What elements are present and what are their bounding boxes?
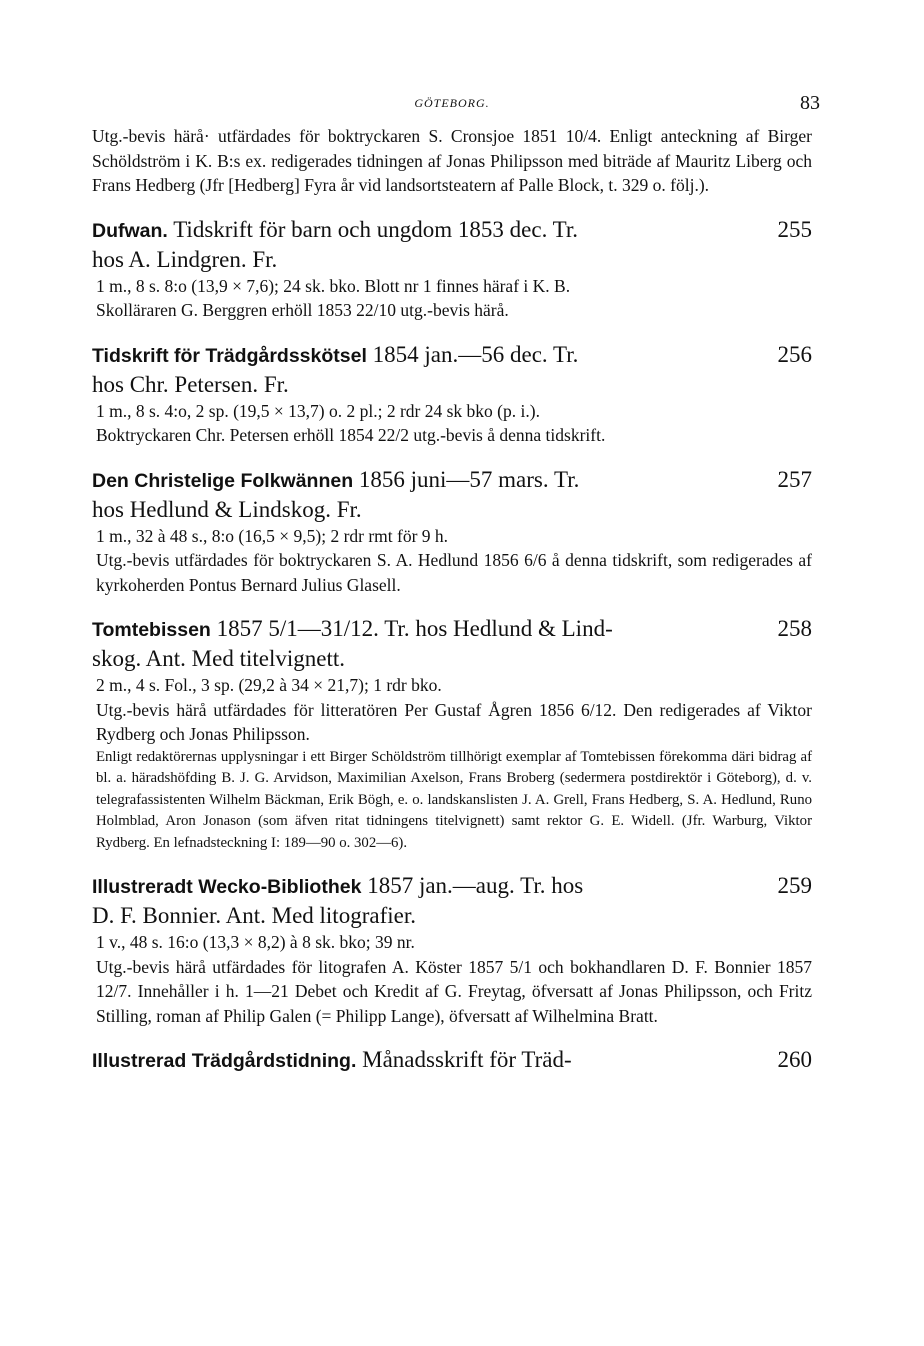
- entry-description: 1 v., 48 s. 16:o (13,3 × 8,2) à 8 sk. bko; 39 nr.: [96, 932, 415, 952]
- entry-title: Den Christelige Folkwännen: [92, 469, 354, 492]
- entry-heading-rest: 1856 juni—57 mars. Tr.: [358, 466, 580, 492]
- entry-heading-rest: 1854 jan.—56 dec. Tr.: [372, 341, 579, 367]
- entry-heading: [92, 1046, 812, 1075]
- entry-heading-continuation: hos A. Lindgren. Fr.: [92, 246, 278, 272]
- page: [92, 92, 820, 1075]
- catalog-entry: [92, 615, 812, 854]
- entry-title: Illustrerad Trädgårdstidning.: [92, 1050, 357, 1072]
- entry-heading-text: [92, 216, 578, 245]
- entry-heading: [92, 341, 812, 370]
- entry-heading-rest: Tidskrift för barn och ungdom 1853 dec. Tr.: [173, 216, 579, 242]
- entry-heading: [92, 466, 812, 495]
- entry-note: Enligt redaktörernas upplysningar i ett Birger Schöldström tillhörigt exemplar af Tomtebissen förekomma däri bidrag af bl. a. häradshöfding B. J. G. Arvidson, Maximilian Axelson, Frans Broberg (sedermera postdirektör i Göteborg), d. v. telegrafassistenten Wilhelm Bäckman, Erik Bögh, e. o. landskanslisten J. A. Grell, Frans Hedberg, S. A. Hedlund, Runo Holmblad, Aron Jonason (som äfven ritat tidningens titelvignett) samt rektor G. E. Widell. (Jfr. Warburg, Viktor Rydberg. En lefnadsteckning I: 189—90 o. 302—6).: [96, 748, 812, 851]
- page-header: [92, 92, 820, 120]
- entry-title: Tomtebissen: [92, 619, 211, 641]
- entry-description: 1 m., 8 s. 4:o, 2 sp. (19,5 × 13,7) o. 2 pl.; 2 rdr 24 sk bko (p. i.).: [96, 400, 540, 421]
- entry-heading: [92, 216, 812, 245]
- entry-description: 1 m., 32 à 48 s., 8:o (16,5 × 9,5); 2 rdr rmt för 9 h.: [96, 525, 449, 546]
- running-title: GÖTEBORG.: [414, 96, 490, 110]
- entry-heading-continuation: skog. Ant. Med titelvignett.: [92, 646, 345, 671]
- entry-title: Tidskrift för Trädgårdsskötsel: [92, 344, 367, 367]
- entry-number: 258: [777, 616, 812, 641]
- entry-number: 255: [777, 216, 812, 242]
- entry-heading-continuation: D. F. Bonnier. Ant. Med litografier.: [92, 903, 416, 928]
- intro-paragraph: Utg.-bevis härå· utfärdades för boktryckaren S. Cronsjoe 1851 10/4. Enligt anteckning af Birger Schöldström i K. B:s ex. redigerades tidningen af Jonas Philipsson med biträde af Mauritz Liberg och Frans Hedberg (Jfr [Hedberg] Fyra år vid landsortsteatern af Palle Block, t. 329 o. följ.).: [92, 126, 812, 195]
- entry-description: 2 m., 4 s. Fol., 3 sp. (29,2 à 34 × 21,7); 1 rdr bko.: [96, 675, 442, 695]
- entry-description: Utg.-bevis härå utfärdades för litteratören Per Gustaf Ågren 1856 6/12. Den redigerades af Viktor Rydberg och Jonas Philipsson.: [96, 699, 812, 744]
- entry-number: 257: [777, 466, 812, 492]
- catalog-entry: [92, 341, 812, 448]
- entry-heading-rest: 1857 5/1—31/12. Tr. hos Hedlund & Lind-: [216, 616, 613, 641]
- entry-heading-continuation: hos Hedlund & Lindskog. Fr.: [92, 496, 362, 522]
- entry-heading-text: [92, 615, 613, 644]
- entry-heading: [92, 615, 812, 644]
- entry-description: Skolläraren G. Berggren erhöll 1853 22/10 utg.-bevis härå.: [96, 300, 509, 320]
- entry-heading-text: [92, 466, 579, 495]
- entry-heading-continuation: hos Chr. Petersen. Fr.: [92, 371, 289, 397]
- entry-heading-text: [92, 872, 583, 901]
- entry-heading-rest: 1857 jan.—aug. Tr. hos: [367, 873, 584, 898]
- entry-description: 1 m., 8 s. 8:o (13,9 × 7,6); 24 sk. bko. Blott nr 1 finnes häraf i K. B.: [96, 275, 571, 296]
- catalog-entry: [92, 872, 812, 1028]
- entry-heading-rest: Månadsskrift för Träd-: [362, 1047, 572, 1072]
- entry-heading: [92, 872, 812, 901]
- entry-title: Illustreradt Wecko-Bibliothek: [92, 876, 362, 898]
- entry-title: Dufwan.: [92, 219, 168, 242]
- catalog-entry: [92, 466, 812, 598]
- catalog-entry: [92, 1046, 812, 1075]
- entry-heading-text: [92, 1046, 572, 1075]
- entry-number: 259: [777, 873, 812, 898]
- entry-description: Boktryckaren Chr. Petersen erhöll 1854 22/2 utg.-bevis å denna tidskrift.: [96, 425, 606, 445]
- entry-number: 256: [777, 341, 812, 367]
- catalog-entry: [92, 216, 812, 323]
- entry-number: 260: [777, 1047, 812, 1072]
- entry-description: Utg.-bevis utfärdades för boktryckaren S. A. Hedlund 1856 6/6 å denna tidskrift, som redigerades af kyrkoherden Pontus Bernard Julius Glasell.: [96, 550, 812, 595]
- entry-heading-text: [92, 341, 578, 370]
- page-number: 83: [800, 92, 820, 114]
- entries-list: [92, 216, 812, 1076]
- entry-description: Utg.-bevis härå utfärdades för litografen A. Köster 1857 5/1 och bokhandlaren D. F. Bonnier 1857 12/7. Innehåller i h. 1—21 Debet och Kredit af G. Freytag, öfversatt af Jonas Philipsson, och Fritz Stilling, roman af Philip Galen (= Philipp Lange), öfversatt af Wilhelmina Bratt.: [96, 956, 812, 1026]
